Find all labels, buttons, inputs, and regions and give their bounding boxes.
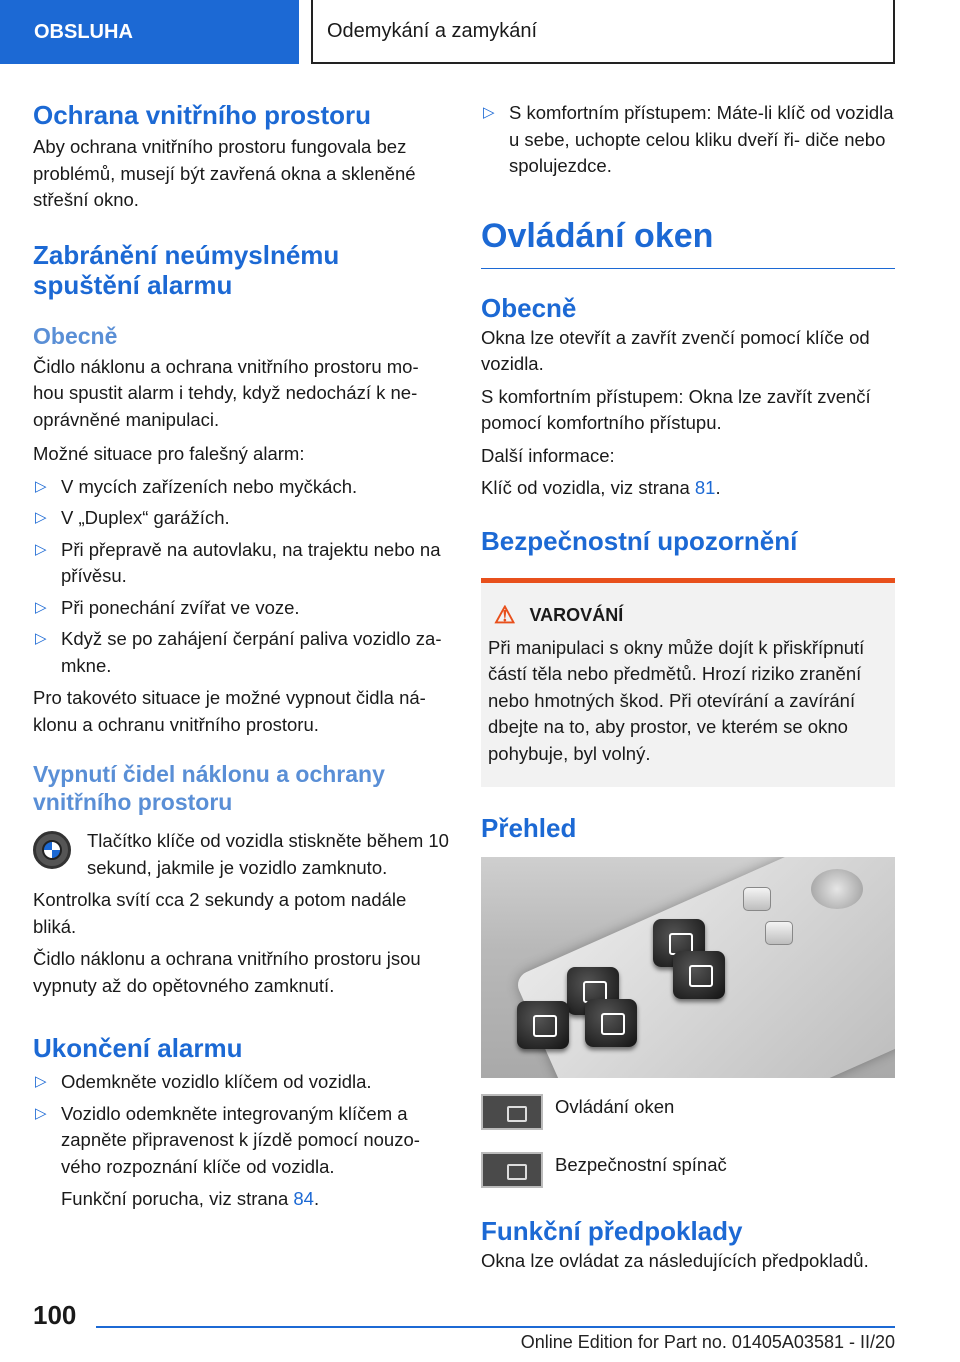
heading-prerequisites: Funkční předpoklady: [481, 1216, 743, 1246]
heading-prevent-alarm: Zabránění neúmyslnému spuštění alarmu: [33, 239, 340, 300]
bullet-icon: ▷: [483, 104, 495, 121]
off-paragraph: Čidlo náklonu a ochrana vnitřního prostoru jsou vypnuty až do opětovného zamknutí.: [33, 948, 421, 996]
heading-general: Obecně: [33, 322, 118, 349]
window-switch-icon: [673, 951, 725, 999]
legend-label: Bezpečnostní spínač: [555, 1154, 727, 1175]
bullet-icon: ▷: [35, 1104, 47, 1122]
heading-disable-sensors: Vypnutí čidel náklonu a ochrany vnitřního prostoru: [33, 761, 385, 815]
situations-intro: Možné situace pro falešný alarm:: [33, 443, 305, 464]
list-item: ▷ V mycích zařízeních nebo myčkách.: [33, 474, 450, 501]
bullet-icon: ▷: [35, 598, 47, 616]
section-tab[interactable]: OBSLUHA: [0, 0, 299, 64]
prerequisites-paragraph: Okna lze ovládat za následujících předpokladů.: [481, 1250, 869, 1271]
right-column: [481, 100, 895, 1275]
bullet-icon: ▷: [35, 540, 47, 558]
page-link-81[interactable]: 81: [694, 477, 716, 498]
bullet-icon: ▷: [35, 477, 47, 495]
list-item: ▷ S komfortním přístupem: Máte-li klíč od vozidla u sebe, uchopte celou kliku dveří ři- diče nebo spolujezdce.: [483, 102, 894, 176]
heading-safety-notes: Bezpečnostní upozornění: [481, 525, 798, 556]
legend-item: [481, 1152, 895, 1188]
page-number: 100: [33, 1300, 77, 1330]
open-paragraph: Okna lze otevřít a zavřít zvenčí pomocí klíče od vozidla.: [481, 326, 870, 374]
edition-footer: Online Edition for Part no. 01405A03581 - II/20: [520, 1332, 895, 1352]
page-link-84[interactable]: 84: [293, 1188, 314, 1209]
comfort-list: [481, 100, 895, 180]
bullet-icon: ▷: [35, 630, 47, 647]
legend-label: Ovládání oken: [555, 1096, 675, 1117]
warning-header: [488, 601, 887, 629]
window-switch-icon: [481, 1094, 543, 1130]
bmw-logo-icon: [33, 831, 71, 869]
situations-list: [33, 474, 450, 680]
warning-text: Při manipulaci s okny může dojít k přiskřípnutí částí těla nebo předmětů. Hrozí riziko zranění nebo hmotných škod. Při otevírání a zavírání dbejte na to, aby prostor, ve kterém se okno pohybuje, byl volný.: [488, 636, 865, 764]
heading-overview: Přehled: [481, 813, 577, 843]
key-instruction: [33, 828, 450, 881]
end-alarm-list: [33, 1069, 450, 1213]
list-item: ▷ Odemkněte vozidlo klíčem od vozidla.: [33, 1069, 450, 1096]
mirror-knob: [811, 869, 863, 909]
window-switch-photo: [481, 857, 895, 1078]
lamp-paragraph: Kontrolka svítí cca 2 sekundy a potom nadále bliká.: [33, 889, 407, 937]
more-info-label: Další informace:: [481, 444, 615, 466]
heading-general: Obecně: [481, 292, 577, 323]
footer-divider: [96, 1326, 895, 1328]
mirror-button: [765, 921, 793, 945]
general-paragraph: Čidlo náklonu a ochrana vnitřního prostoru mo- hou spustit alarm i tehdy, když nedochází k ne- oprávněné manipulaci.: [33, 355, 419, 430]
legend-item: [481, 1094, 895, 1130]
safety-switch-icon: [481, 1152, 543, 1188]
list-item: ▷ Když se po zahájení čerpání paliva vozidlo za- mkne.: [35, 628, 442, 676]
switch-off-paragraph: Pro takovéto situace je možné vypnout čidla ná- klonu a ochranu vnitřního prostoru.: [33, 687, 426, 735]
heading-end-alarm: Ukončení alarmu: [33, 1033, 243, 1063]
list-item: ▷ V „Duplex“ garážích.: [33, 505, 450, 532]
key-reference: Klíč od vozidla, viz strana 81.: [481, 477, 721, 498]
interior-paragraph: Aby ochrana vnitřního prostoru fungovala bez problémů, musejí být zavřená okna a skleněné střešní okno.: [33, 136, 416, 210]
bullet-icon: ▷: [35, 1073, 47, 1090]
mirror-button: [743, 887, 771, 911]
window-switch-icon: [585, 999, 637, 1047]
page-title: Odemykání a zamykání: [311, 0, 895, 64]
bullet-icon: ▷: [35, 509, 47, 526]
warning-title: VAROVÁNÍ: [529, 605, 624, 625]
comfort-paragraph: S komfortním přístupem: Okna lze zavřít zvenčí pomocí komfortního přístupu.: [481, 385, 871, 433]
list-item: ▷ Při přepravě na autovlaku, na trajektu nebo na přívěsu.: [35, 538, 441, 586]
warning-box: [481, 578, 895, 788]
heading-window-control: Ovládání oken: [481, 216, 895, 269]
window-switch-icon: [517, 1001, 569, 1049]
list-item: ▷ Vozidlo odemkněte integrovaným klíčem a zapněte připravenost k jízdě pomocí nouzo- vého rozpoznání klíče od vozidla. Funkční porucha, viz strana 84.: [33, 1101, 450, 1213]
malfunction-reference: Funkční porucha, viz strana 84.: [61, 1188, 320, 1209]
heading-interior-protection: Ochrana vnitřního prostoru: [33, 100, 372, 130]
list-item: ▷ Při ponechání zvířat ve voze.: [33, 595, 450, 622]
left-column: [33, 100, 450, 1213]
warning-triangle-icon: ⚠: [494, 601, 516, 629]
key-paragraph: Tlačítko klíče od vozidla stiskněte během 10 sekund, jakmile je vozidlo zamknuto.: [87, 830, 449, 878]
